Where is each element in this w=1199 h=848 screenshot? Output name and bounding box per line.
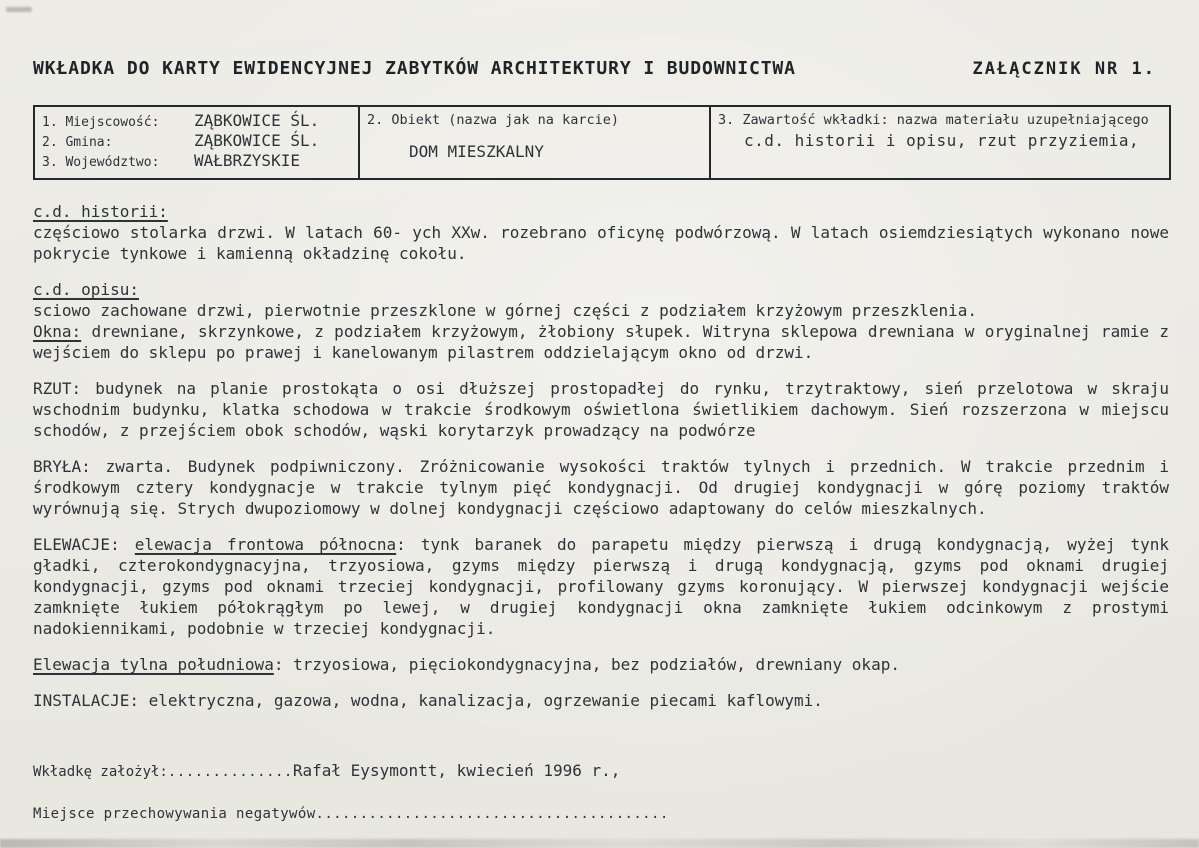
location-row-value: ZĄBKOWICE ŚL. — [194, 111, 320, 130]
scan-artifact-top-left — [6, 7, 32, 12]
paragraph — [33, 654, 1169, 675]
underlined-text-run: c.d. historii: — [33, 202, 168, 221]
object-value: DOM MIESZKALNY — [409, 142, 544, 161]
underlined-text-run: elewacja frontowa północna — [134, 535, 397, 554]
object-label: 2. Obiekt (nazwa jak na karcie) — [367, 112, 619, 128]
contents-label: 3. Zawartość wkładki: nazwa materiału uzupełniającego — [718, 112, 1149, 128]
text-run: sciowo zachowane drzwi, pierwotnie przeszklone w górnej części z podziałem krzyżowym przeszklenia. — [33, 301, 978, 320]
annex-number: ZAŁĄCZNIK NR 1. — [972, 59, 1156, 79]
text-run: : tynk baranek do parapetu między pierwszą i drugą kondygnacją, wyżej tynk gładki, czterokondygnacyjna, trzyosiowa, gzyms między pierwszą i drugą kondygnacją, gzyms pod oknami drugiej kondygnacji, gzyms pod oknami trzeciej kondygnacji, profilowany gzyms koronujący. W pierwszej kondygnacji wejście zamknięte łukiem półokrągłym po lewej, w drugiej kondygnacji okna zamknięte łukiem odcinkowym z prostymi nadokiennikami, podobnie w trzeciej kondygnacji. — [33, 535, 1170, 638]
cell-contents — [710, 106, 1170, 179]
location-row-value: ZĄBKOWICE ŚL. — [194, 131, 320, 150]
document-title: WKŁADKA DO KARTY EWIDENCYJNEJ ZABYTKÓW ARCHITEKTURY I BUDOWNICTWA — [33, 58, 796, 79]
underlined-text-run: Okna: — [33, 322, 82, 341]
text-block — [33, 378, 1169, 441]
founder-label: Wkładkę założył: — [33, 764, 168, 780]
location-row-label: 1. Miejscowość: — [42, 115, 160, 130]
document-footer — [33, 761, 1168, 823]
paragraph — [33, 456, 1169, 519]
text-block — [33, 279, 1169, 363]
text-run: drewniane, skrzynkowe, z podziałem krzyżowym, żłobiony słupek. Witryna sklepowa drewniana w oryginalnej ramie z wejściem do sklepu po prawej i kanelowanym pilastrem oddzielającym okno od drzwi. — [33, 322, 1169, 362]
text-run: RZUT: budynek na planie prostokąta o osi dłuższej prostopadłej do rynku, trzytraktowy, sień przelotowa w skraju wschodnim budynku, klatka schodowa w trakcie środkowym oświetlona świetlikiem dachowym. Sień rozszerzona w miejscu schodów, z przejściem obok schodów, wąski korytarzyk prowadzący na podwórze — [33, 379, 1169, 440]
cell-object — [359, 106, 710, 179]
scan-edge-bottom — [0, 839, 1199, 848]
contents-value: c.d. historii i opisu, rzut przyziemia, — [744, 131, 1140, 150]
text-block — [33, 456, 1169, 519]
info-table — [33, 105, 1171, 180]
text-run: częściowo stolarka drzwi. W latach 60- ych XXw. rozebrano oficynę podwórzową. W latach osiemdziesiątych wykonano nowe pokrycie tynkowe i kamienną okładzinę cokołu. — [33, 223, 1169, 263]
location-row — [42, 112, 351, 132]
negatives-line: Miejsce przechowywania negatywów........................................ — [33, 806, 669, 822]
document-header — [33, 58, 1168, 79]
paragraph — [33, 321, 1169, 363]
founder-value: Rafał Eysymontt, kwiecień 1996 r., — [292, 761, 621, 780]
location-row — [42, 152, 351, 172]
location-row — [42, 132, 351, 152]
paragraph — [33, 690, 1169, 711]
founder-dots: .............. — [167, 764, 293, 780]
text-run: : trzyosiowa, pięciokondygnacyjna, bez podziałów, drewniany okap. — [273, 655, 900, 674]
paragraph — [33, 534, 1169, 639]
document-body — [33, 201, 1169, 711]
cell-location — [34, 106, 359, 179]
paragraph — [33, 222, 1169, 264]
paragraph — [33, 378, 1169, 441]
text-block — [33, 654, 1169, 675]
text-block — [33, 690, 1169, 711]
paragraph — [33, 300, 1169, 321]
location-row-label: 2. Gmina: — [42, 135, 113, 150]
underlined-text-run: c.d. opisu: — [33, 280, 139, 299]
location-rows — [42, 112, 351, 172]
text-run: INSTALACJE: elektryczna, gazowa, wodna, kanalizacja, ogrzewanie piecami kaflowymi. — [33, 691, 823, 710]
text-run: ELEWACJE: — [33, 535, 135, 554]
text-run: BRYŁA: zwarta. Budynek podpiwniczony. Zróżnicowanie wysokości traktów tylnych i przednich. W trakcie przednim i środkowym cztery kondygnacje w trakcie tylnym pięć kondygnacji. Od drugiej kondygnacji w górę poziomy traktów wyrównują się. Strych dwupoziomowy w dolnej kondygnacji częściowo adaptowany do celów mieszkalnych. — [33, 457, 1169, 518]
paragraph — [33, 201, 1169, 222]
text-block — [33, 534, 1169, 639]
location-row-value: WAŁBRZYSKIE — [194, 151, 300, 170]
founder-line — [33, 761, 1168, 782]
text-block — [33, 201, 1169, 264]
paragraph — [33, 279, 1169, 300]
location-row-label: 3. Województwo: — [42, 155, 160, 170]
underlined-text-run: Elewacja tylna południowa — [33, 655, 274, 674]
info-table-row — [34, 106, 1170, 179]
